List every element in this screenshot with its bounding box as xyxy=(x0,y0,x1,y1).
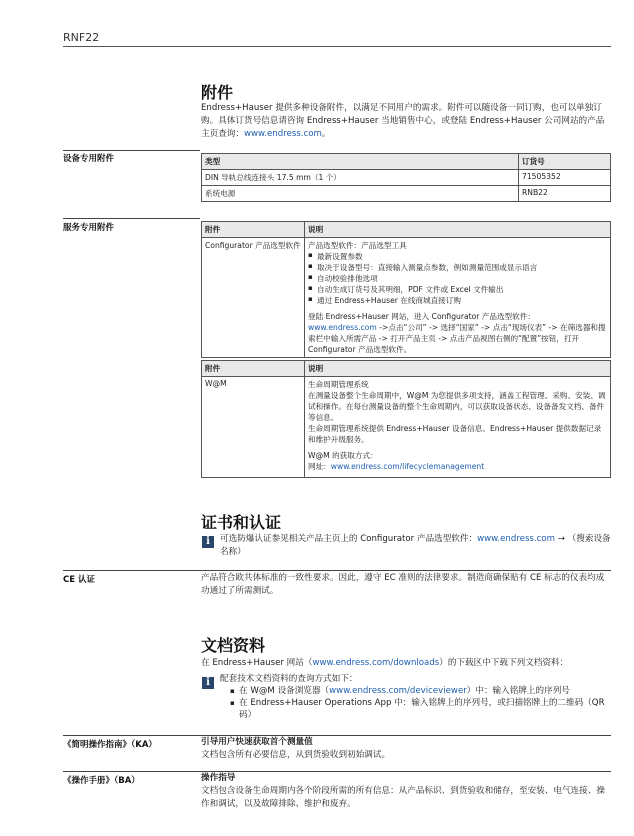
ba-block xyxy=(201,772,611,811)
ba-title: 操作指导 xyxy=(201,773,236,783)
configurator-login xyxy=(308,311,607,355)
table-row xyxy=(202,170,611,186)
bullet-text: 在 W@M 设备浏览器（ xyxy=(239,686,330,696)
table-row xyxy=(202,238,611,358)
info-icon: i xyxy=(202,536,214,548)
col-type-header: 类型 xyxy=(202,154,519,170)
header-divider xyxy=(63,46,611,47)
doc-info-head: 配套技术文档资料的查询方式如下： xyxy=(220,674,358,684)
col-description-header: 说明 xyxy=(305,361,611,377)
ka-text: 文档包含所有必要信息，从到货验收到初始调试。 xyxy=(201,750,391,760)
endress-link[interactable]: www.endress.com xyxy=(308,323,377,332)
configurator-desc-intro: 产品选型软件：产品选型工具 xyxy=(308,241,407,250)
ce-label: CE 认证 xyxy=(63,575,96,585)
accessories-intro xyxy=(201,102,611,141)
list-item: ▪ 自动校验排他选项 xyxy=(308,273,607,284)
documentation-intro xyxy=(201,657,611,670)
ce-text: 产品符合欧共体标准的一致性要求。因此，遵守 EC 准则的法律要求。制造商确保贴有 CE 标志的仪表均成功通过了所需测试。 xyxy=(201,573,605,596)
accessory-description xyxy=(305,238,611,358)
wam-desc-1: 在测量设备整个生命周期中，W@M 为您提供多项支持，涵盖工程管理、采购、安装、调试和操作。在每台测量设备的整个生命周期内，可以获取设备状态、设备备发文档、备件等信息。 xyxy=(308,391,606,422)
ba-label: 《操作手册》（BA） xyxy=(63,776,140,786)
service-accessories-label: 服务专用附件 xyxy=(63,223,115,233)
order-cell: 71505352 xyxy=(519,170,611,186)
accessory-name: Configurator 产品选型软件 xyxy=(202,238,305,358)
col-order-header: 订货号 xyxy=(519,154,611,170)
wam-desc-title: 生命周期管理系统 xyxy=(308,380,369,389)
ka-title: 引导用户快速获取首个测量值 xyxy=(201,737,313,747)
endress-link[interactable]: www.endress.com xyxy=(243,129,322,139)
list-item: ▪ 自动生成订货号及其明细，PDF 文件或 Excel 文件输出 xyxy=(308,284,607,295)
ka-block xyxy=(201,736,611,762)
documentation-heading: 文档资料 xyxy=(201,636,266,655)
accessory-description xyxy=(305,377,611,478)
device-accessories-label: 设备专用附件 xyxy=(63,154,115,164)
wam-table xyxy=(201,360,611,478)
endress-link[interactable]: www.endress.com xyxy=(477,534,555,544)
configurator-bullet-list xyxy=(308,251,607,306)
col-description-header: 说明 xyxy=(305,222,611,238)
list-item: ▪ 取决于设备型号：直接输入测量点参数，例如测量范围或显示语言 xyxy=(308,262,607,273)
wam-get-label: W@M 的获取方式： xyxy=(308,451,378,460)
order-cell: RNB22 xyxy=(519,186,611,202)
list-item xyxy=(230,685,611,697)
table-row xyxy=(202,186,611,202)
intro-text-end: ）的下载区中下载下列文档资料： xyxy=(439,658,569,668)
certificates-heading: 证书和认证 xyxy=(201,513,282,532)
table-row xyxy=(202,377,611,478)
type-cell: DIN 导轨总线连接头 17.5 mm（1 个） xyxy=(202,170,519,186)
deviceviewer-link[interactable]: www.endress.com/deviceviewer xyxy=(329,686,467,696)
url-label: 网址： xyxy=(308,462,331,471)
intro-text: 在 Endress+Hauser 网站（ xyxy=(201,658,313,668)
device-accessories-rule xyxy=(63,150,200,151)
info-text: 可选防爆认证参见相关产品主页上的 Configurator 产品选型软件： xyxy=(220,534,478,544)
documentation-info xyxy=(220,673,611,721)
login-text: 登陆 Endress+Hauser 网站，进入 Configurator 产品选型软件： xyxy=(308,312,535,321)
accessory-name: W@M xyxy=(202,377,305,478)
doc-info-list xyxy=(230,685,611,721)
ka-label: 《简明操作指南》（KA） xyxy=(63,740,157,750)
info-text-end: → （搜索设备名称） xyxy=(220,534,611,557)
ba-text: 文档包含设备生命周期内各个阶段所需的所有信息：从产品标识、到货验收和储存，至安装、电气连接、操作和调试，以及故障排除、维护和废弃。 xyxy=(201,786,605,809)
certificates-info xyxy=(220,533,611,559)
service-accessories-rule xyxy=(63,218,200,219)
list-item: ▪ 在 Endress+Hauser Operations App 中：输入铭牌上的序列号，或扫描铭牌上的二维码（QR 码） xyxy=(230,697,611,721)
device-accessories-table xyxy=(201,153,611,202)
accessories-intro-end: 。 xyxy=(321,129,331,139)
col-accessory-header: 附件 xyxy=(202,222,305,238)
col-accessory-header: 附件 xyxy=(202,361,305,377)
ce-rule xyxy=(63,570,611,571)
configurator-table xyxy=(201,221,611,358)
type-cell: 系统电源 xyxy=(202,186,519,202)
wam-desc-2: 生命周期管理系统提供 Endress+Hauser 设备信息。Endress+Hauser 提供数据记录和维护升级服务。 xyxy=(308,424,602,444)
bullet-text-end: ）中：输入铭牌上的序列号 xyxy=(466,686,570,696)
document-header-title: RNF22 xyxy=(63,31,100,44)
accessories-intro-text: Endress+Hauser 提供多种设备附件，以满足不同用户的需求。附件可以随设备一同订购，也可以单独订购。具体订货号信息请咨询 Endress+Hauser 当地销售中心，或登陆 Endress+Hauser 公司网站的产品主页查询： xyxy=(201,103,605,139)
list-item: ▪ 通过 Endress+Hauser 在线商城直接订购 xyxy=(308,295,607,306)
wam-url-line xyxy=(308,461,607,472)
list-item: ▪ 最新设置参数 xyxy=(308,251,607,262)
accessories-heading: 附件 xyxy=(201,83,234,102)
downloads-link[interactable]: www.endress.com/downloads xyxy=(312,658,440,668)
info-icon: i xyxy=(202,677,214,689)
login-steps: ->点击“公司” -> 选择“国家” -> 点击“现场仪表” -> 在筛选器和搜索栏中输入所需产品 -> 打开产品主页 -> 点击产品视图右侧的“配置”按钮，打开 Configurator 产品选型软件。 xyxy=(308,323,606,354)
lifecycle-link[interactable]: www.endress.com/lifecyclemanagement xyxy=(330,462,485,471)
